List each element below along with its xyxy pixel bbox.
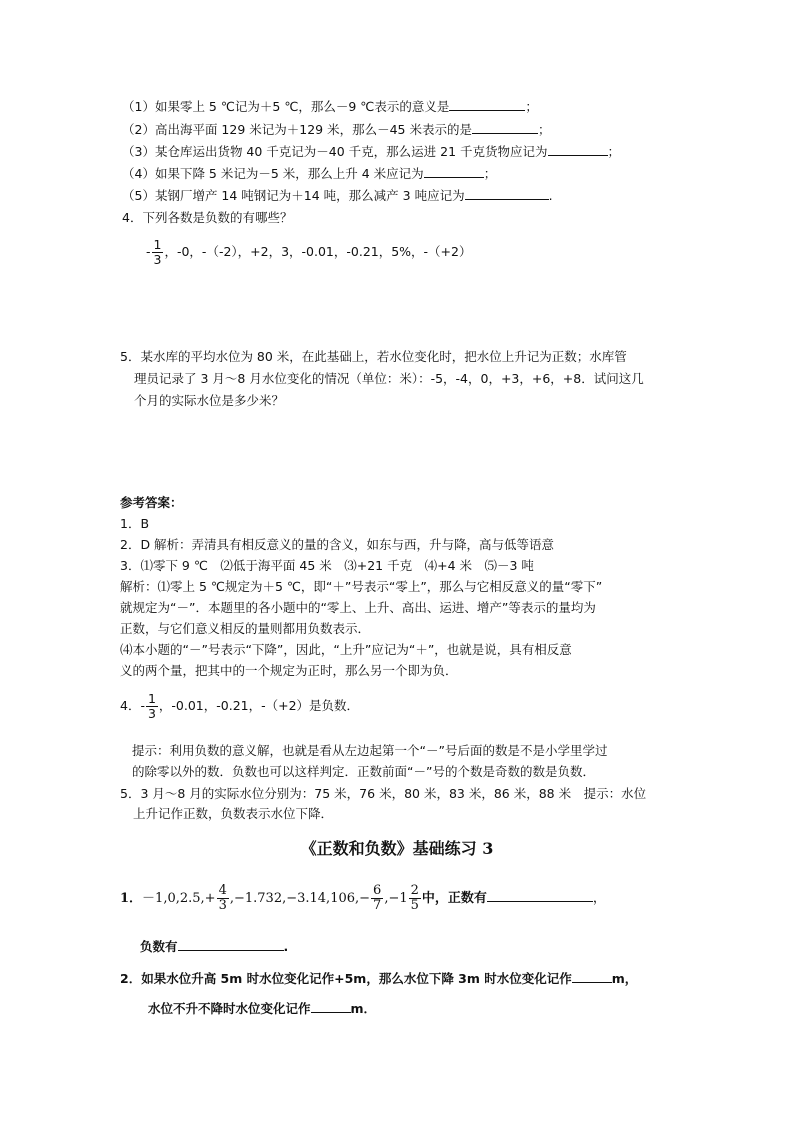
q4-neg-sign: - xyxy=(146,244,151,259)
answer-4 xyxy=(120,692,359,721)
s3-q1-f1-den: 3 xyxy=(218,898,227,913)
q4-numbers xyxy=(146,238,472,267)
q3-item-1-text: （1）如果零上 5 ℃记为＋5 ℃，那么－9 ℃表示的意义是 xyxy=(122,99,450,114)
answer-blank[interactable] xyxy=(572,970,612,983)
s3-q1-neg-end: . xyxy=(283,939,289,954)
answer-blank[interactable] xyxy=(449,98,525,111)
s3-q1-fraction-2 xyxy=(371,884,383,913)
q5-line-1: 5．某水库的平均水位为 80 米，在此基础上，若水位变化时，把水位上升记为正数；水库管 xyxy=(120,349,627,364)
s3-q1-tail: 中，正数有 xyxy=(421,891,487,906)
q4-title: 4．下列各数是负数的有哪些？ xyxy=(122,210,293,225)
answers-heading: 参考答案： xyxy=(120,495,183,510)
answer-5-line-1: 5．3 月～8 月的实际水位分别为：75 米，76 米，80 米，83 米，86 米，88 米 提示：水位 xyxy=(120,786,647,801)
q3-item-4-end: ； xyxy=(483,166,497,181)
q4-frac-num: 1 xyxy=(153,237,162,252)
answer-blank[interactable] xyxy=(311,1000,351,1013)
s3-q1-f3-den: 5 xyxy=(410,898,419,913)
answer-3-explain-2: 就规定为“－”．本题里的各小题中的“零上、上升、高出、运进、增产”等表示的量均为 xyxy=(120,600,596,615)
s3-q1-end: ， xyxy=(592,891,606,906)
s3-q1-f2-num: 6 xyxy=(373,883,382,898)
s3-q1-f1-num: 4 xyxy=(218,883,227,898)
s3-q2-unit-2: m． xyxy=(350,1001,377,1016)
answer-3-explain-5: 义的两个量，把其中的一个规定为正时，那么另一个即为负． xyxy=(120,663,458,678)
answer-1: 1．B xyxy=(120,516,150,531)
s3-q1 xyxy=(120,884,606,913)
q3-item-4-text: （4）如果下降 5 米记为－5 米，那么上升 4 米应记为 xyxy=(122,166,424,181)
answer-2: 2．D 解析：弄清具有相反意义的量的含义，如东与西，升与降，高与低等语意 xyxy=(120,537,555,552)
answer-blank[interactable] xyxy=(487,889,593,902)
answer-blank[interactable] xyxy=(178,938,284,951)
q3-item-5-end: . xyxy=(548,188,553,203)
answer-4-fraction xyxy=(146,692,158,721)
s3-q1-lead: －1,0,2.5,+ xyxy=(142,891,216,906)
s3-q1-f3-num: 2 xyxy=(410,883,419,898)
s3-q1-neg-label: 负数有 xyxy=(140,939,178,954)
q3-item-2-text: （2）高出海平面 129 米记为＋129 米，那么－45 米表示的是 xyxy=(122,122,472,137)
q3-item-5 xyxy=(122,187,553,204)
q3-item-4 xyxy=(122,165,496,182)
answer-blank[interactable] xyxy=(548,143,608,156)
answer-4-rest: ，-0.01，-0.21，-（+2）是负数． xyxy=(158,698,360,713)
answer-4-frac-den: 3 xyxy=(147,706,156,721)
s3-q1-f2-den: 7 xyxy=(373,898,382,913)
hint-line-2: 的除零以外的数．负数也可以这样判定．正数前面“－”号的个数是奇数的数是负数． xyxy=(132,764,595,779)
s3-q1-mid: ,−1.732,−3.14,106,− xyxy=(229,891,371,906)
s3-q2-line-1 xyxy=(120,970,637,987)
answer-blank[interactable] xyxy=(465,187,549,200)
s3-q1-fraction-3 xyxy=(409,884,421,913)
q3-item-2-end: ； xyxy=(537,122,551,137)
q3-item-3-text: （3）某仓库运出货物 40 千克记为－40 千克，那么运进 21 千克货物应记为 xyxy=(122,144,548,159)
answer-3-explain-4: ⑷本小题的“－”号表示“下降”，因此，“上升”应记为“＋”，也就是说，具有相反意 xyxy=(120,642,572,657)
q4-frac-den: 3 xyxy=(153,252,162,267)
q3-item-1-end: ； xyxy=(525,99,538,114)
answer-3-explain-1: 解析：⑴零上 5 ℃规定为＋5 ℃，即“＋”号表示“零上”，那么与它相反意义的量“零下” xyxy=(120,579,603,594)
s3-q2-unit-1: m， xyxy=(611,971,638,986)
s3-q1-negatives xyxy=(140,938,288,955)
s3-q1-label: 1． xyxy=(120,891,143,906)
answer-4-frac-num: 1 xyxy=(147,691,156,706)
answer-3: 3．⑴零下 9 ℃ ⑵低于海平面 45 米 ⑶+21 千克 ⑷+4 米 ⑸－3 吨 xyxy=(120,558,534,573)
answer-5-line-2: 上升记作正数，负数表示水位下降． xyxy=(133,806,334,821)
q3-item-5-text: （5）某钢厂增产 14 吨钢记为＋14 吨，那么减产 3 吨应记为 xyxy=(122,188,465,203)
q5-line-3: 个月的实际水位是多少米？ xyxy=(134,393,285,408)
answer-4-prefix: 4．- xyxy=(120,698,145,713)
q4-fraction xyxy=(152,238,164,267)
s3-q1-mid2: ,−1 xyxy=(384,891,408,906)
q3-item-3 xyxy=(122,143,620,160)
s3-q2-text-1: 2．如果水位升高 5m 时水位变化记作+5m，那么水位下降 3m 时水位变化记作 xyxy=(120,971,572,986)
answer-blank[interactable] xyxy=(424,165,484,178)
q3-item-3-end: ； xyxy=(607,144,621,159)
answer-3-explain-3: 正数，与它们意义相反的量则都用负数表示． xyxy=(120,621,371,636)
q3-item-1 xyxy=(122,98,538,115)
q3-item-2 xyxy=(122,121,551,138)
answer-blank[interactable] xyxy=(472,121,538,134)
s3-q1-fraction-1 xyxy=(217,884,229,913)
s3-q2-line-2 xyxy=(148,1000,376,1017)
section-title: 《正数和负数》基础练习 3 xyxy=(300,839,494,858)
s3-q2-text-2: 水位不升不降时水位变化记作 xyxy=(148,1001,311,1016)
hint-line-1: 提示：利用负数的意义解，也就是看从左边起第一个“－”号后面的数是不是小学里学过 xyxy=(132,743,608,758)
q5-line-2: 理员记录了 3 月～8 月水位变化的情况（单位：米）：-5，-4，0，+3，+6，+8．试问这几 xyxy=(134,371,644,386)
q4-rest: ，-0，-（-2），+2，3，-0.01，-0.21，5%，-（+2） xyxy=(164,244,472,259)
